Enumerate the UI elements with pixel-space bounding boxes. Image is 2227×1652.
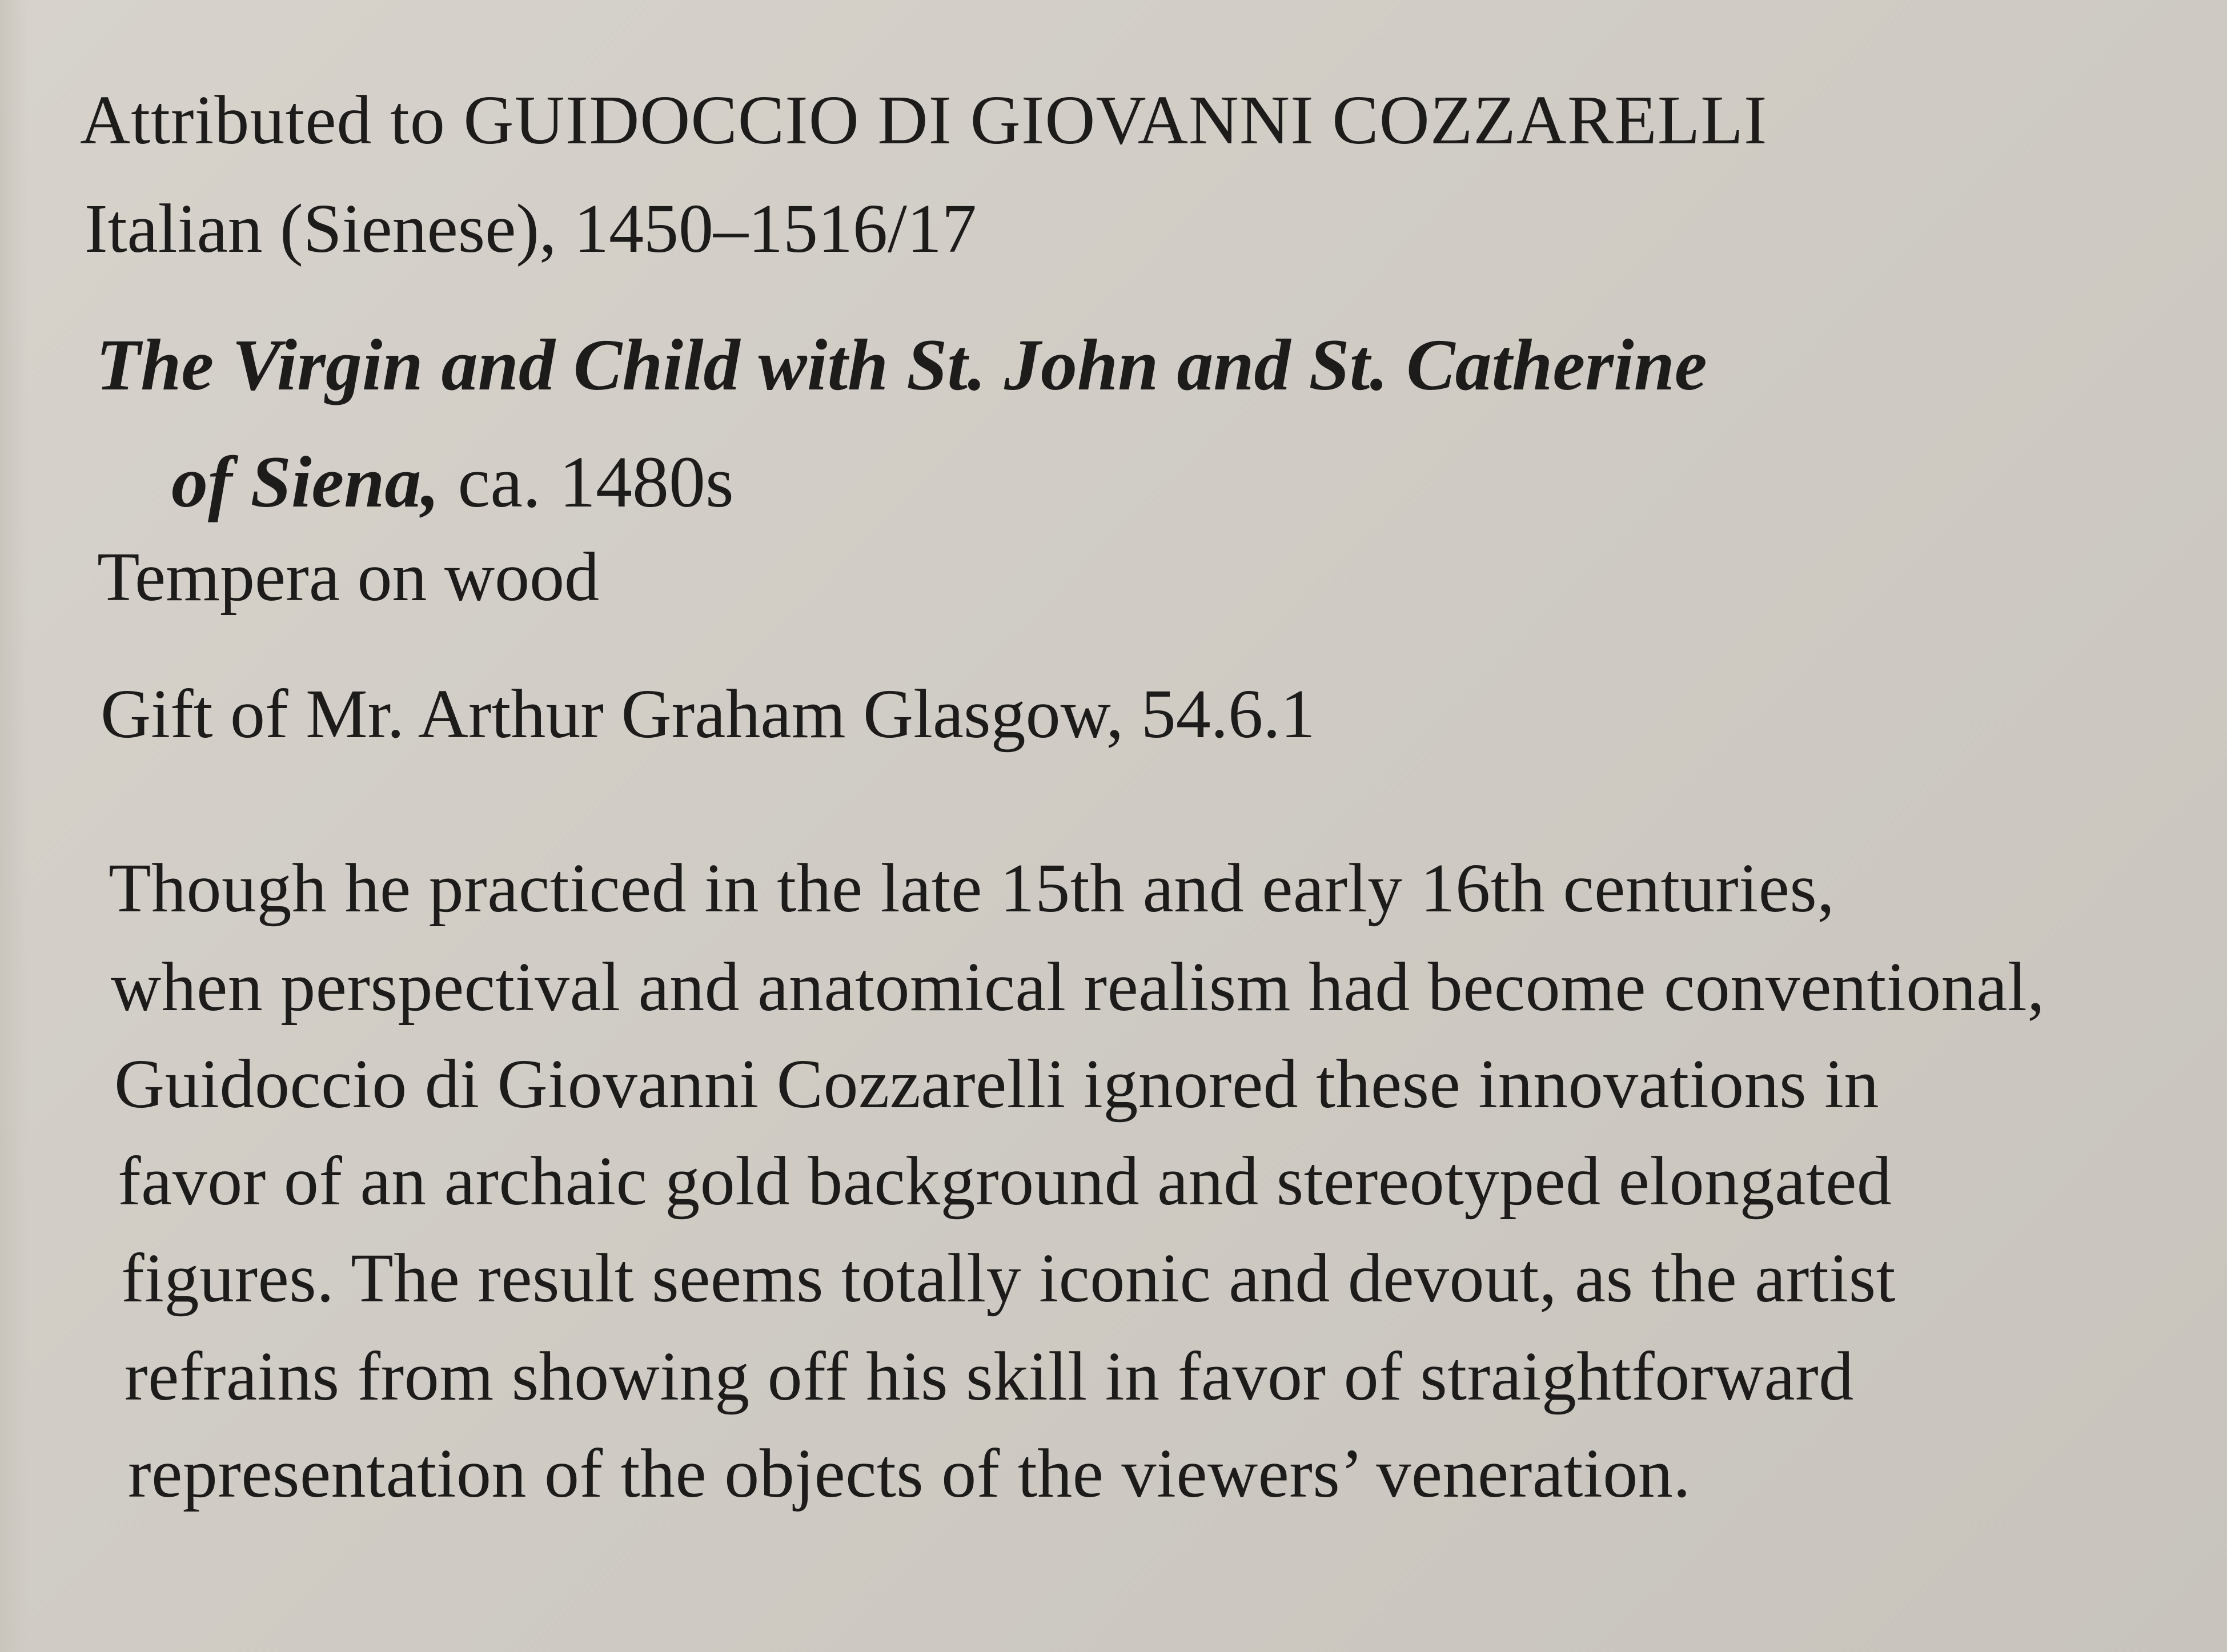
- description-line: Though he practiced in the late 15th and early 16th centuries,: [109, 850, 1835, 927]
- artist-nationality-dates: Italian (Sienese), 1450–1516/17: [85, 190, 977, 267]
- credit-line: Gift of Mr. Arthur Graham Glasgow, 54.6.1: [101, 676, 1315, 753]
- artwork-title-line-2: [171, 441, 734, 522]
- description-line: when perspectival and anatomical realism had become conventional,: [111, 948, 2045, 1026]
- description-line: representation of the objects of the viewers’ veneration.: [128, 1435, 1691, 1512]
- description-line: Guidoccio di Giovanni Cozzarelli ignored these innovations in: [114, 1046, 1879, 1123]
- artwork-title-line-1: The Virgin and Child with St. John and St. Catherine: [96, 324, 1707, 405]
- description-line: figures. The result seems totally iconic and devout, as the artist: [121, 1240, 1896, 1317]
- description-line: refrains from showing off his skill in favor of straightforward: [125, 1338, 1854, 1415]
- description-line: favor of an archaic gold background and stereotyped elongated: [118, 1143, 1892, 1220]
- artwork-medium: Tempera on wood: [97, 538, 600, 616]
- card-edge-shadow: [0, 0, 27, 1652]
- artwork-date: ca. 1480s: [439, 441, 734, 522]
- artwork-title-continued: of Siena,: [171, 441, 440, 522]
- artist-attribution: Attributed to GUIDOCCIO DI GIOVANNI COZZARELLI: [80, 82, 1768, 159]
